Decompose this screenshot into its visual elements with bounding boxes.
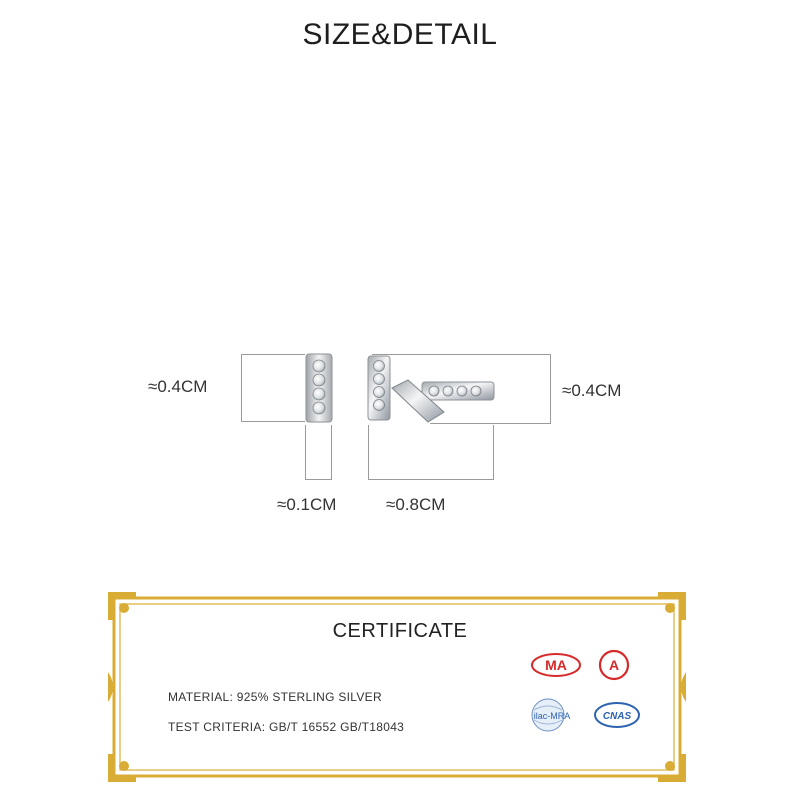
dim-line-width-left-b xyxy=(331,425,332,480)
dim-line-width-right-a xyxy=(368,425,369,480)
dim-line-right-edge xyxy=(550,354,551,424)
certificate-title: CERTIFICATE xyxy=(332,620,468,642)
svg-text:MA: MA xyxy=(545,657,567,673)
dim-line-top-left xyxy=(241,354,305,355)
ilac-mra-logo-icon xyxy=(526,696,578,734)
dim-line-width-right-b xyxy=(493,425,494,480)
dim-line-bottom-left xyxy=(241,421,305,422)
page-title: SIZE&DETAIL xyxy=(302,18,498,51)
cal-logo-icon xyxy=(592,648,636,682)
cnas-logo-icon xyxy=(592,700,642,730)
right-width-label: ≈0.8CM xyxy=(386,495,446,514)
dim-line-left-edge xyxy=(241,354,242,422)
svg-text:CNAS: CNAS xyxy=(602,711,632,722)
material-text: MATERIAL: 925% STERLING SILVER xyxy=(168,690,382,704)
dim-line-width-left-a xyxy=(305,425,306,480)
dim-line-width-right-base xyxy=(368,479,494,480)
svg-text:A: A xyxy=(608,657,620,673)
left-width-label: ≈0.1CM xyxy=(277,495,337,514)
test-criteria-text: TEST CRITERIA: GB/T 16552 GB/T18043 xyxy=(168,720,405,734)
cma-logo-icon xyxy=(530,652,582,678)
left-height-label: ≈0.4CM xyxy=(148,377,208,396)
right-height-label: ≈0.4CM xyxy=(562,381,622,400)
svg-text:ilac-MRA: ilac-MRA xyxy=(533,711,571,721)
right-earring-image xyxy=(362,350,502,432)
left-earring-image xyxy=(300,350,340,430)
dim-line-width-left-base xyxy=(305,479,332,480)
